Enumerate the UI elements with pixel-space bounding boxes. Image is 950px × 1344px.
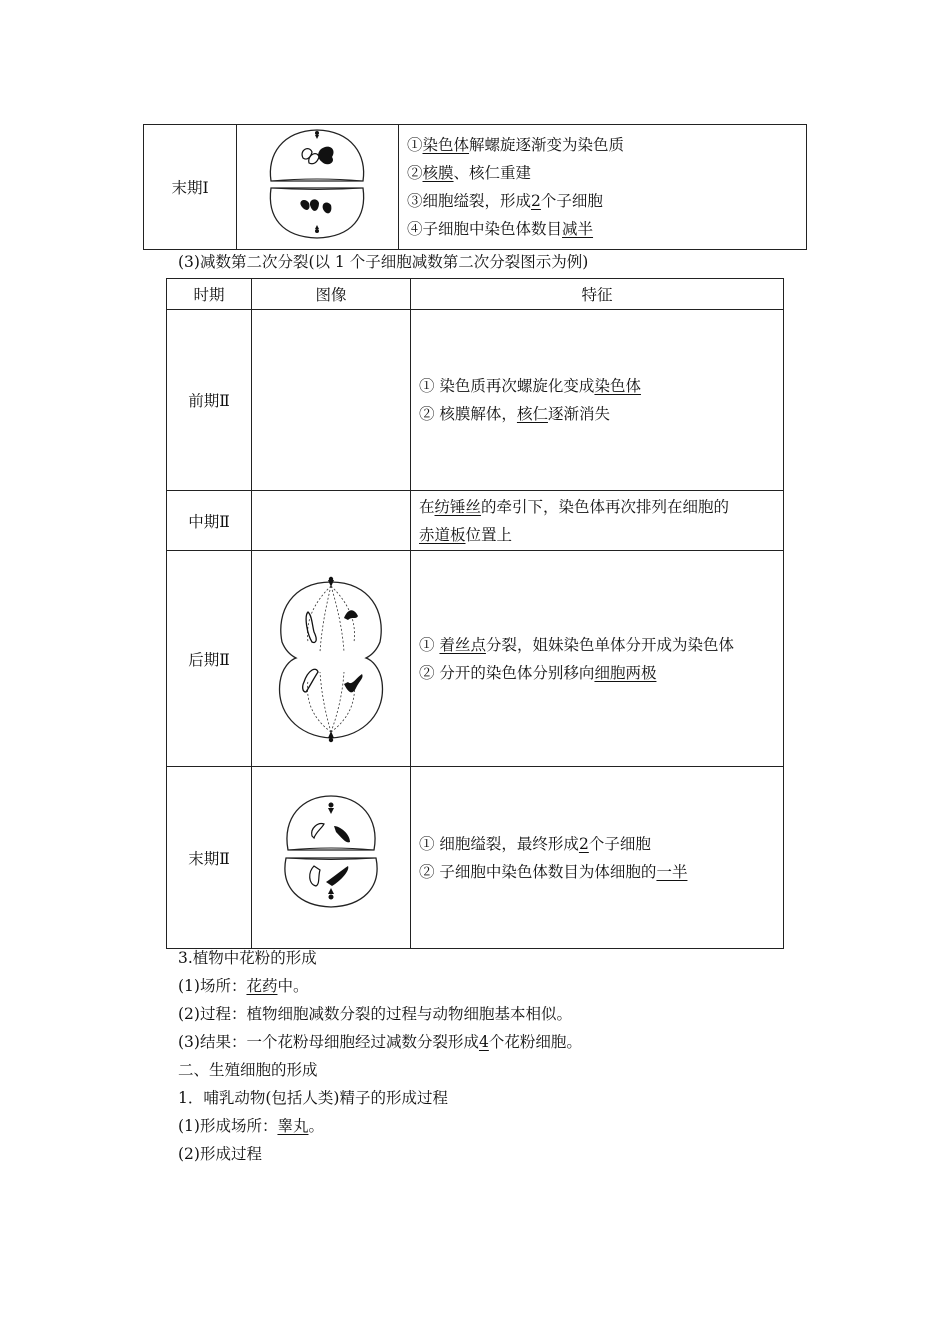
image-cell xyxy=(252,767,411,949)
feature-line: ① 着丝点分裂，姐妹染色单体分开成为染色体 xyxy=(419,635,734,654)
table-telophase-1 xyxy=(143,124,807,250)
body-line: (1)形成场所：睾丸。 xyxy=(178,1117,324,1135)
feature-line: ③细胞缢裂，形成2个子细胞 xyxy=(407,192,603,210)
telophase-1-diagram xyxy=(237,125,397,249)
body-line: (2)形成过程 xyxy=(178,1145,262,1163)
header-image: 图像 xyxy=(252,279,411,310)
header-stage: 时期 xyxy=(167,279,252,310)
anaphase-2-diagram xyxy=(252,552,410,766)
header-features: 特征 xyxy=(411,279,784,310)
body-line: (3)结果：一个花粉母细胞经过减数分裂形成4个花粉细胞。 xyxy=(178,1033,582,1051)
body-line: (1)场所：花药中。 xyxy=(178,977,309,995)
features-cell xyxy=(411,491,784,551)
image-cell xyxy=(252,551,411,767)
body-line: 二、生殖细胞的形成 xyxy=(178,1061,318,1079)
section-title: (3)减数第二次分裂(以 1 个子细胞减数第二次分裂图示为例) xyxy=(178,253,589,271)
feature-line: ②核膜、核仁重建 xyxy=(407,164,532,182)
stage-cell: 末期Ⅱ xyxy=(167,767,252,949)
features-cell xyxy=(411,767,784,949)
stage-cell: 中期Ⅱ xyxy=(167,491,252,551)
body-line: 1．哺乳动物(包括人类)精子的形成过程 xyxy=(178,1089,448,1107)
table-row xyxy=(167,551,784,767)
table-header-row xyxy=(167,279,784,310)
table-row xyxy=(167,767,784,949)
feature-line: ① 染色质再次螺旋化变成染色体 xyxy=(419,377,641,395)
feature-line: ② 分开的染色体分别移向细胞两极 xyxy=(419,663,657,682)
image-cell xyxy=(237,125,399,250)
feature-line: ② 子细胞中染色体数目为体细胞的一半 xyxy=(419,862,688,881)
feature-line: ① 细胞缢裂，最终形成2个子细胞 xyxy=(419,834,651,853)
stage-cell: 前期Ⅱ xyxy=(167,310,252,491)
stage-cell: 末期Ⅰ xyxy=(144,125,237,250)
stage-cell: 后期Ⅱ xyxy=(167,551,252,767)
feature-line: ①染色体解螺旋逐渐变为染色质 xyxy=(407,136,625,154)
feature-line: 在纺锤丝的牵引下，染色体再次排列在细胞的 xyxy=(419,497,730,516)
image-cell xyxy=(252,310,411,491)
body-line: (2)过程：植物细胞减数分裂的过程与动物细胞基本相似。 xyxy=(178,1005,572,1023)
image-cell xyxy=(252,491,411,551)
features-cell xyxy=(411,551,784,767)
table-row xyxy=(167,491,784,551)
telophase-2-diagram xyxy=(252,768,410,948)
table-row xyxy=(167,310,784,491)
feature-line: ② 核膜解体，核仁逐渐消失 xyxy=(419,405,610,423)
feature-line: ④子细胞中染色体数目减半 xyxy=(407,220,594,238)
features-cell xyxy=(399,125,807,250)
features-cell xyxy=(411,310,784,491)
table-meiosis-2 xyxy=(166,278,784,949)
feature-line: 赤道板位置上 xyxy=(419,525,513,544)
table-row xyxy=(144,125,807,250)
body-line: 3.植物中花粉的形成 xyxy=(178,949,317,967)
